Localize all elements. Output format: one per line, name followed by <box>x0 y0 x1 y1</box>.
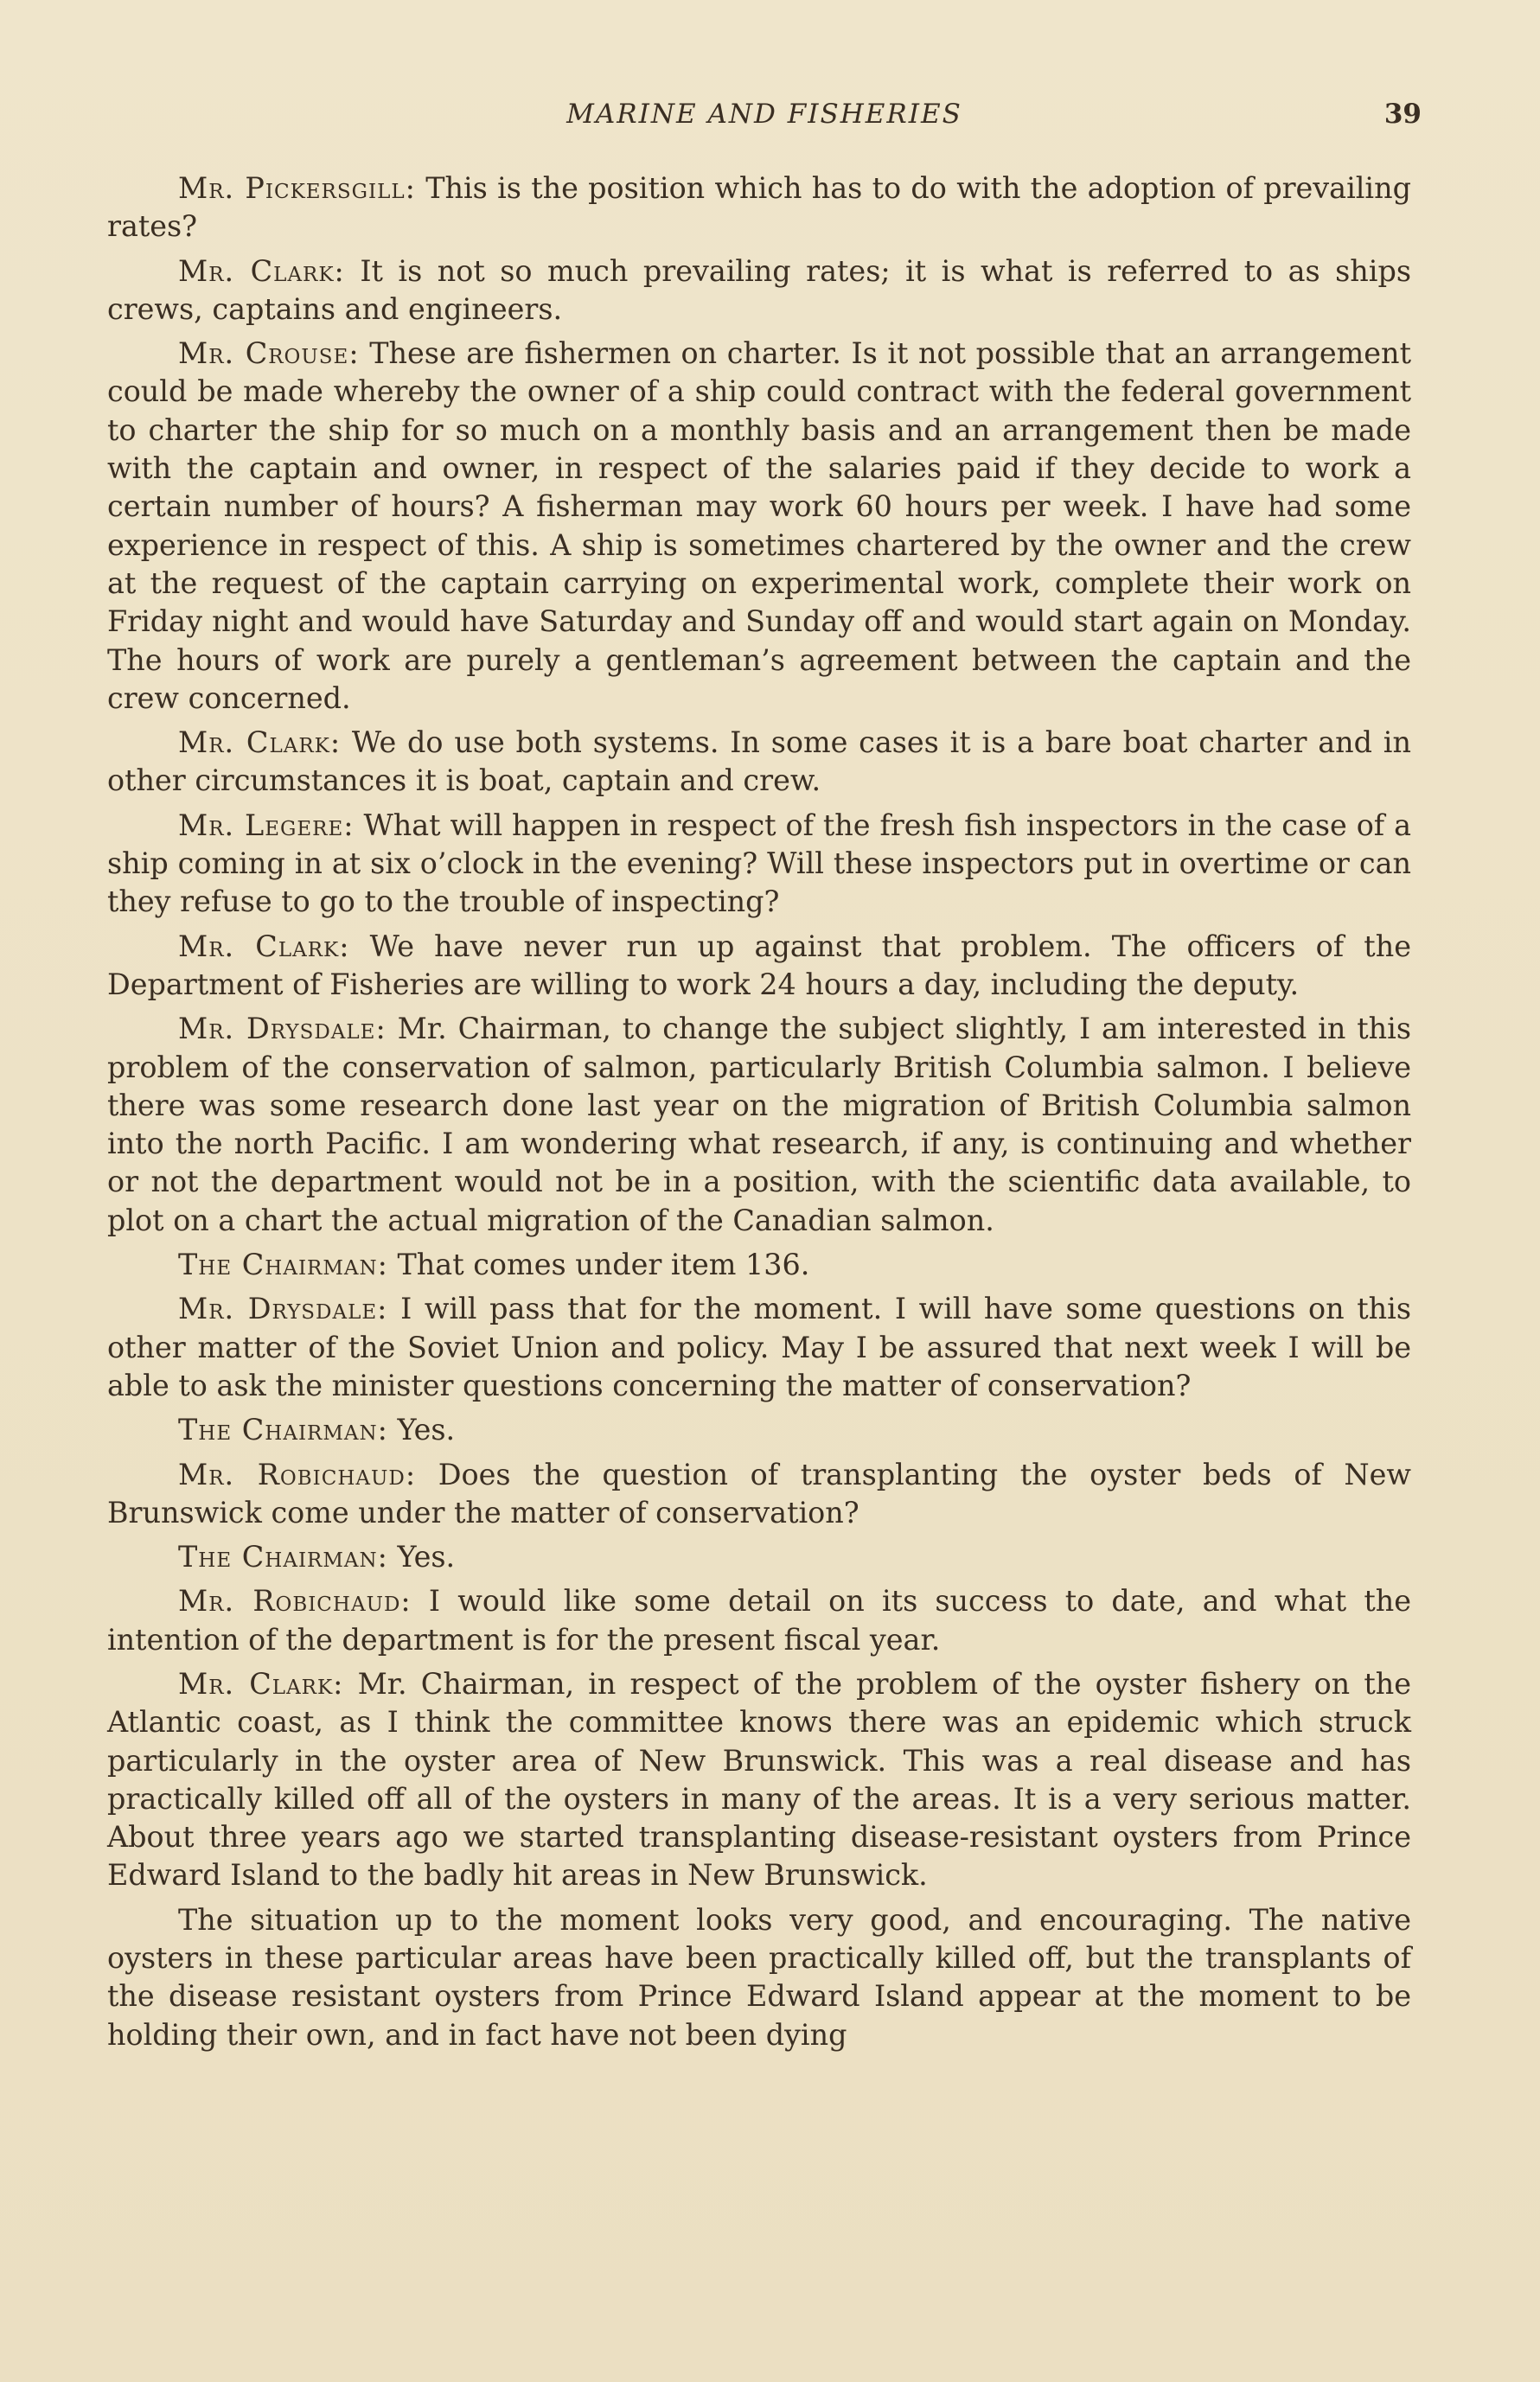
paragraph <box>107 1665 1411 1895</box>
paragraph-text: I would like some detail on its success to date, and what the intention of the department is for the present fiscal year. <box>107 1584 1411 1657</box>
body-text <box>107 169 1411 2060</box>
paragraph-text: Mr. Chairman, in respect of the problem of the oyster fishery on the Atlantic coast, as I think the committee knows there was an epidemic which struck particularly in the oyster area of New Brunswick. This was a real disease and has practically killed off all of the oysters in many of the areas. It is a very serious matter. About three years ago we started transplanting disease-resistant oysters from Prince Edward Island to the badly hit areas in New Brunswick. <box>107 1666 1411 1893</box>
paragraph-text: This is the position which has to do with the adoption of prevailing rates? <box>107 171 1411 244</box>
paragraph-text: We do use both systems. In some cases it is a bare boat charter and in other circumstances it is boat, captain and crew. <box>107 725 1411 798</box>
paragraph <box>107 1010 1411 1240</box>
paragraph <box>107 1246 1411 1284</box>
paragraph <box>107 1901 1411 2054</box>
paragraph-text: Does the question of transplanting the oyster beds of New Brunswick come under the matter of conservation? <box>107 1457 1411 1529</box>
paragraph <box>107 1411 1411 1449</box>
speaker-name: The Chairman: <box>178 1413 388 1447</box>
paragraph-text: Yes. <box>397 1413 456 1447</box>
paragraph-text: It is not so much prevailing rates; it is what is referred to as ships crews, captains and engineers. <box>107 253 1411 326</box>
paragraph-text: The situation up to the moment looks very good, and encouraging. The native oysters in these particular areas have been practically killed off, but the transplants of the disease resistant oysters from Prince Edward Island appear at the moment to be holding their own, and in fact have not been dying <box>107 1902 1411 2052</box>
paragraph <box>107 335 1411 718</box>
paragraph-text: Mr. Chairman, to change the subject slightly, I am interested in this problem of the conservation of salmon, particularly British Columbia salmon. I believe there was some research done last year on the migration of British Columbia salmon into the north Pacific. I am wondering what research, if any, is continuing and whether or not the department would not be in a position, with the scientific data available, to plot on a chart the actual migration of the Canadian salmon. <box>107 1012 1412 1237</box>
paragraph-text: What will happen in respect of the fresh fish inspectors in the case of a ship coming in at six o’clock in the evening? Will these inspectors put in overtime or can they refuse to go to the trouble of inspecting? <box>107 808 1411 919</box>
paragraph <box>107 1290 1411 1405</box>
speaker-name: Mr. Pickersgill: <box>178 171 416 205</box>
paragraph <box>107 252 1411 329</box>
paragraph-text: We have never run up against that problem. The officers of the Department of Fisheries are willing to work 24 hours a day, including the deputy. <box>107 929 1411 1001</box>
paragraph <box>107 724 1411 801</box>
speaker-name: The Chairman: <box>178 1540 388 1574</box>
paragraph <box>107 1582 1411 1659</box>
speaker-name: Mr. Robichaud: <box>178 1584 412 1619</box>
running-header <box>107 95 1422 133</box>
speaker-name: Mr. Robichaud: <box>178 1457 417 1491</box>
speaker-name: Mr. Clark: <box>178 253 345 288</box>
paragraph <box>107 169 1411 246</box>
paragraph-text: These are fishermen on charter. Is it not possible that an arrangement could be made whereby the owner of a ship could contract with the federal government to charter the ship for so much on a monthly basis and an arrangement then be made with the captain and owner, in respect of the salaries paid if they decide to work a certain number of hours? A fisherman may work 60 hours per week. I have had some experience in respect of this. A ship is sometimes chartered by the owner and the crew at the request of the captain carrying on experimental work, complete their work on Friday night and would have Saturday and Sunday off and would start again on Monday. The hours of work are purely a gentleman’s agreement between the captain and the crew concerned. <box>107 336 1411 715</box>
paragraph <box>107 1538 1411 1576</box>
speaker-name: Mr. Crouse: <box>178 336 360 371</box>
speaker-name: Mr. Legere: <box>178 808 355 842</box>
speaker-name: The Chairman: <box>178 1248 388 1282</box>
speaker-name: Mr. Drysdale: <box>178 1292 388 1326</box>
paragraph <box>107 807 1411 922</box>
paragraph-text: That comes under item 136. <box>397 1248 810 1282</box>
paragraph <box>107 928 1411 1005</box>
paragraph-text: I will pass that for the moment. I will have some questions on this other matter of the Soviet Union and policy. May I be assured that next week I will be able to ask the minister questions concerning the matter of conservation? <box>107 1292 1411 1402</box>
page-number: 39 <box>1383 99 1422 130</box>
speaker-name: Mr. Clark: <box>178 1666 344 1701</box>
speaker-name: Mr. Drysdale: <box>178 1012 387 1046</box>
paragraph-text: Yes. <box>397 1540 456 1574</box>
paragraph <box>107 1456 1411 1533</box>
speaker-name: Mr. Clark: <box>178 725 342 760</box>
running-title: MARINE AND FISHERIES <box>566 99 962 130</box>
speaker-name: Mr. Clark: <box>178 929 350 963</box>
